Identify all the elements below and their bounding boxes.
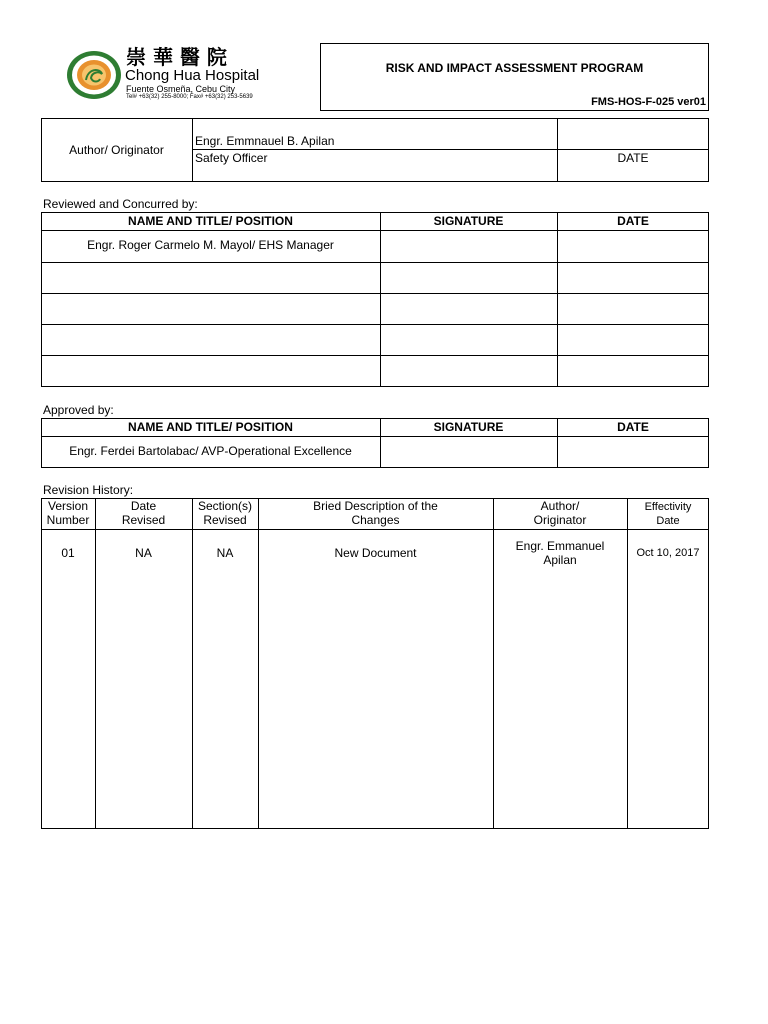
hospital-address: Fuente Osmeña, Cebu City — [126, 84, 236, 94]
rev-version: 01 — [61, 546, 75, 560]
approved-col-name: NAME AND TITLE/ POSITION — [128, 420, 293, 434]
reviewed-col-date: DATE — [617, 214, 649, 228]
rev-description: New Document — [334, 546, 417, 560]
approved-col-date: DATE — [617, 420, 649, 434]
approved-label: Approved by: — [43, 403, 114, 417]
reviewer-name: Engr. Roger Carmelo M. Mayol/ EHS Manager — [87, 238, 334, 252]
document-code: FMS-HOS-F-025 ver01 — [591, 96, 706, 108]
author-position: Safety Officer — [195, 151, 268, 165]
approved-col-signature: SIGNATURE — [433, 420, 504, 434]
rev-effectivity: Oct 10, 2017 — [636, 547, 700, 559]
author-name: Engr. Emmnauel B. Apilan — [195, 134, 335, 148]
reviewed-label: Reviewed and Concurred by: — [43, 197, 198, 211]
rev-author: Engr. Emmanuel Apilan — [515, 539, 605, 567]
hospital-chinese-name: 崇 華 醫 院 — [126, 45, 227, 69]
author-label: Author/ Originator — [69, 143, 164, 157]
reviewed-col-name: NAME AND TITLE/ POSITION — [128, 214, 293, 228]
rev-sections: NA — [216, 546, 234, 560]
document-title: RISK AND IMPACT ASSESSMENT PROGRAM — [385, 61, 644, 75]
author-date-label: DATE — [617, 151, 649, 165]
rev-header-description: Bried Description of the Changes — [313, 499, 438, 527]
rev-header-sections: Section(s) Revised — [197, 499, 253, 527]
hospital-phone: Tel# +63(32) 255-8000; Fax# +63(32) 253-5639 — [126, 94, 253, 100]
hospital-logo — [66, 50, 122, 100]
rev-header-date: Date Revised — [121, 499, 166, 527]
rev-header-author: Author/ Originator — [533, 499, 587, 527]
rev-header-effectivity: Effectivity Date — [644, 501, 692, 527]
revision-label: Revision History: — [43, 483, 134, 497]
reviewed-col-signature: SIGNATURE — [433, 214, 504, 228]
rev-header-version: Version Number — [46, 499, 90, 527]
hospital-name: Chong Hua Hospital — [125, 67, 260, 84]
rev-date: NA — [135, 546, 152, 560]
approver-name: Engr. Ferdei Bartolabac/ AVP-Operational Excellence — [69, 444, 352, 458]
